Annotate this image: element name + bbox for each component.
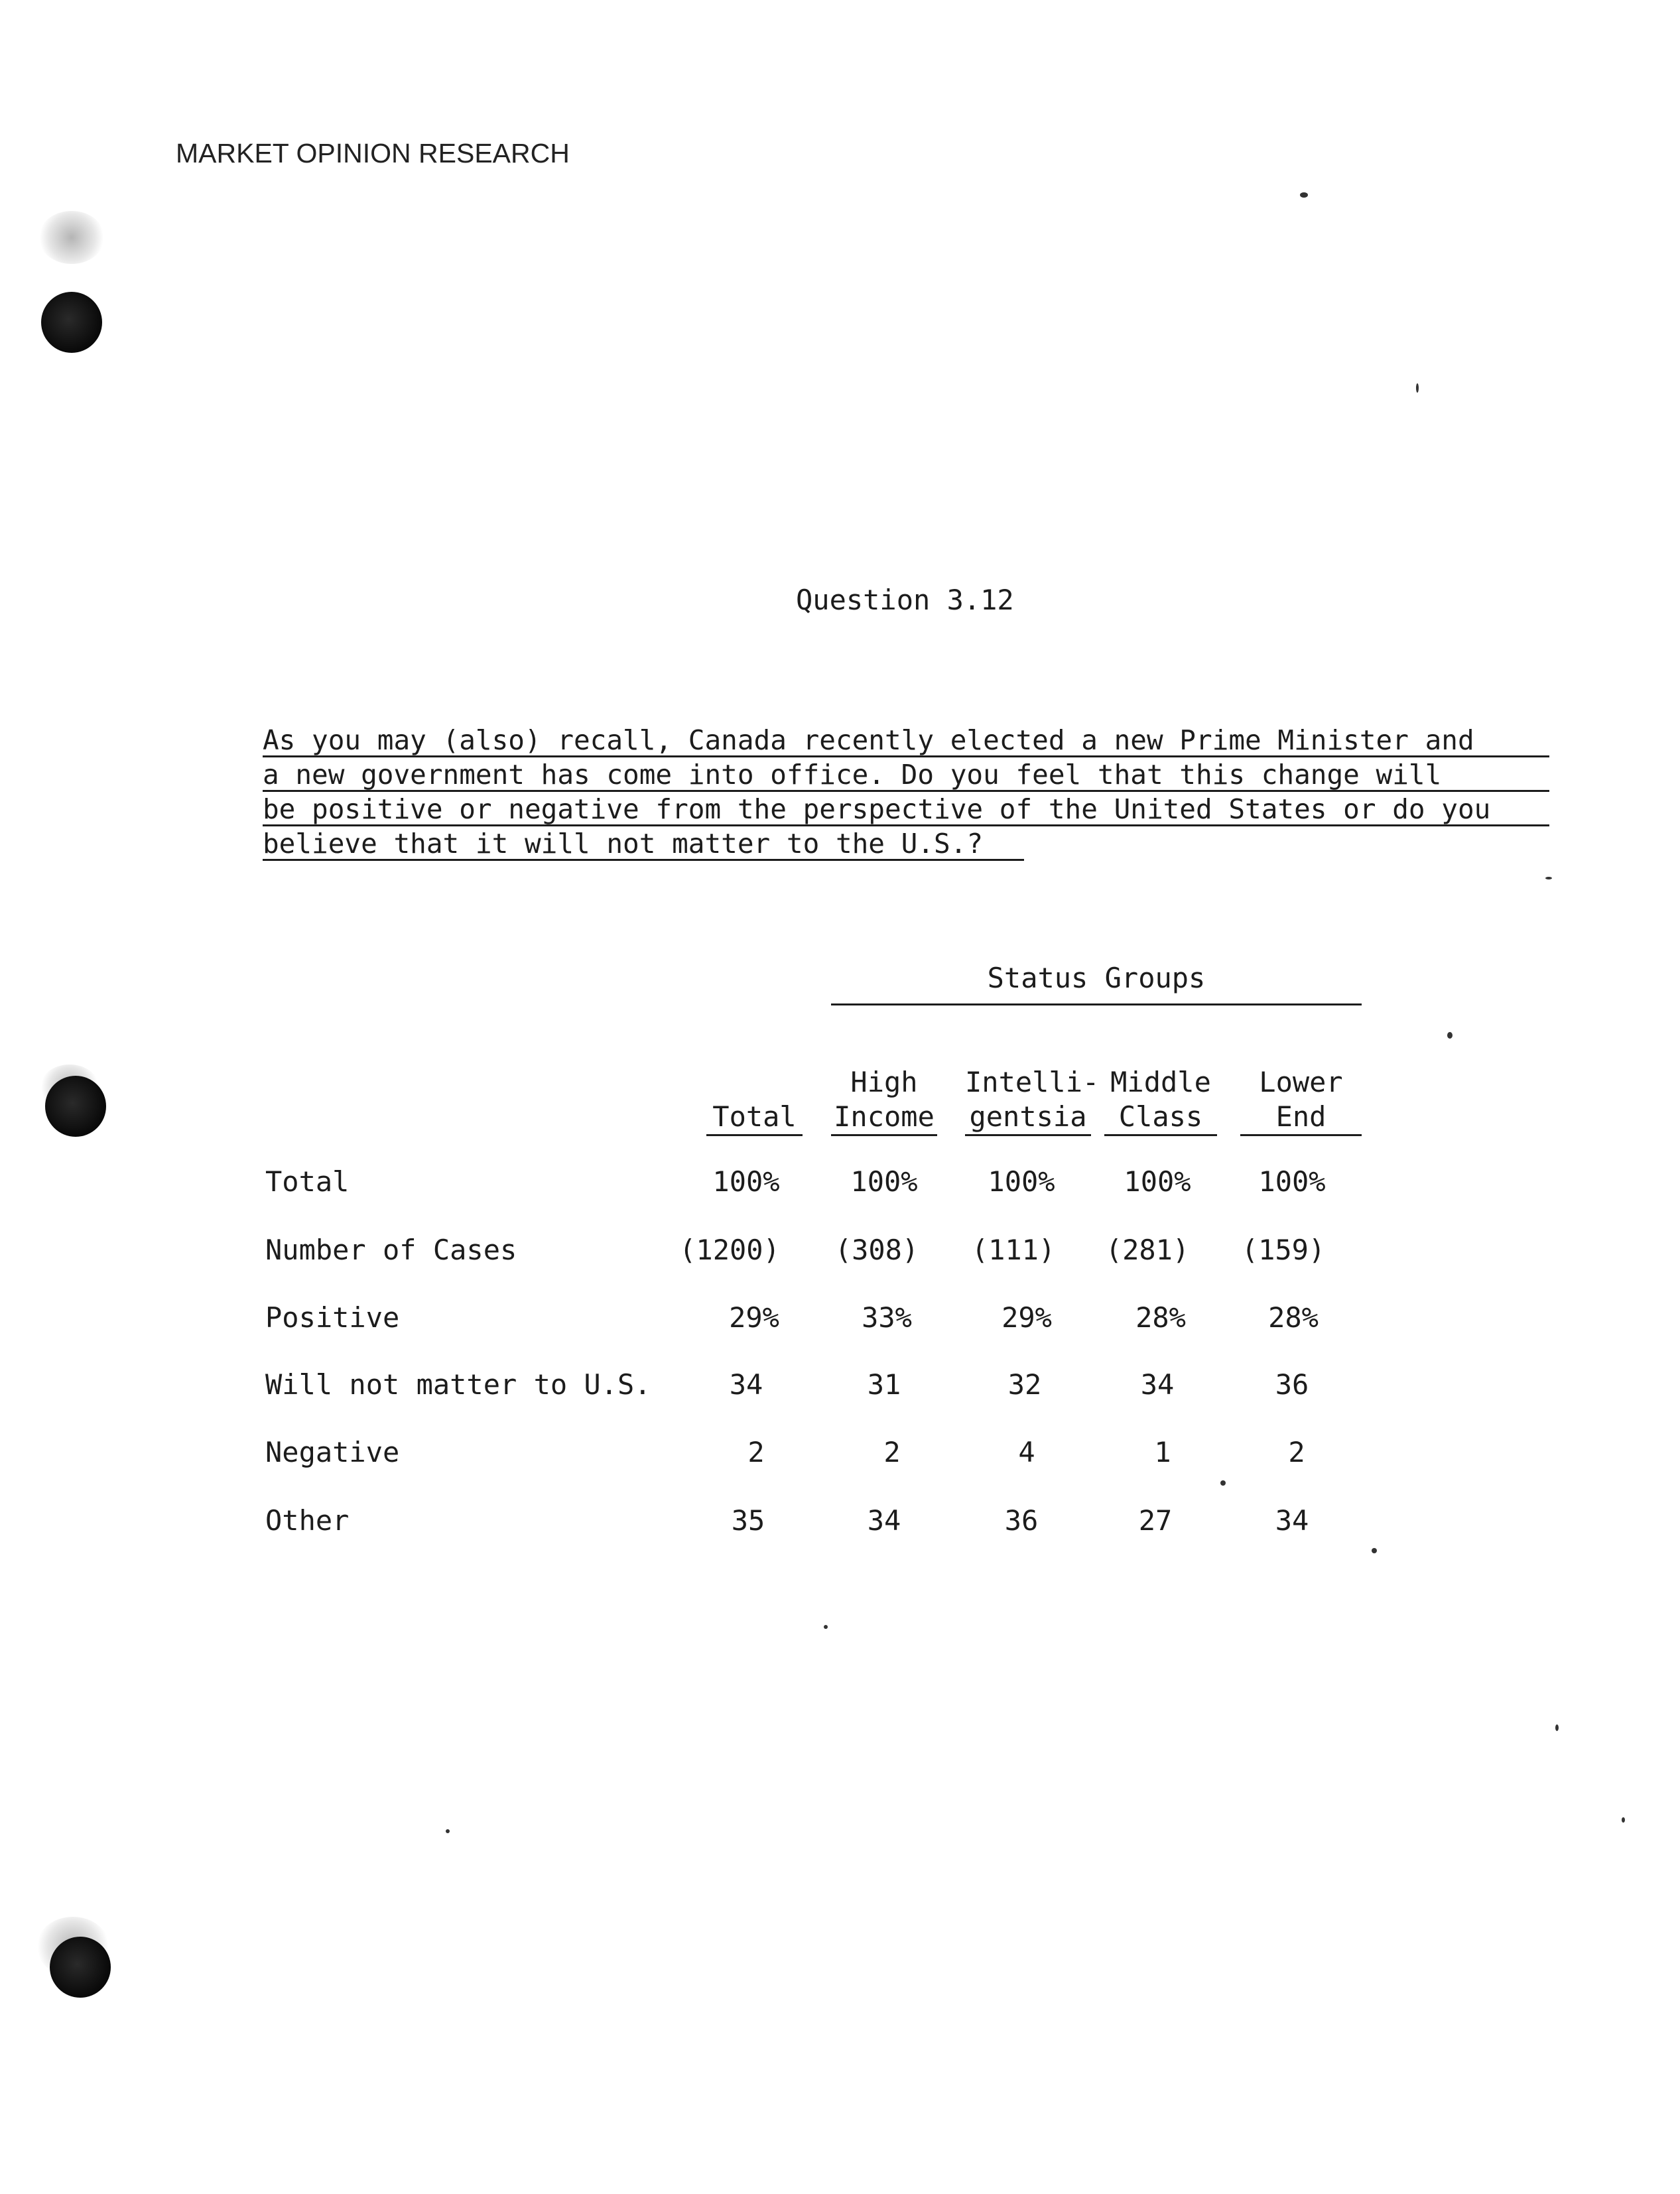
table-cell: 29% xyxy=(729,1301,779,1334)
scan-speck xyxy=(446,1829,450,1833)
question-line: be positive or negative from the perspective of the United States or do you xyxy=(263,792,1549,826)
table-cell: 35 xyxy=(731,1504,765,1537)
scan-speck xyxy=(1300,192,1308,198)
column-header-line1: High xyxy=(850,1066,918,1098)
table-cell: 31 xyxy=(867,1368,901,1401)
table-cell: 34 xyxy=(867,1504,901,1537)
table-cell: 36 xyxy=(1004,1504,1039,1537)
column-header-line2: Class xyxy=(1118,1100,1203,1133)
binder-hole-middle xyxy=(45,1076,106,1137)
table-cell: 100% xyxy=(850,1165,918,1198)
scan-speck xyxy=(1220,1480,1226,1486)
column-header-intelligentsia xyxy=(965,1061,1100,1136)
table-cell: (1200) xyxy=(679,1234,780,1266)
row-label: Total xyxy=(265,1165,350,1198)
table-cell: 29% xyxy=(1002,1301,1052,1334)
table-cell: 4 xyxy=(1018,1436,1035,1468)
brand-name: MARKET OPINION RESEARCH xyxy=(176,138,570,168)
column-header-line1: Middle xyxy=(1110,1066,1211,1098)
table-cell: 2 xyxy=(1288,1436,1305,1468)
column-header-lower-end xyxy=(1240,1061,1362,1136)
table-cell: 28% xyxy=(1268,1301,1319,1334)
column-header-high-income xyxy=(831,1061,937,1136)
table-cell: (308) xyxy=(834,1234,919,1266)
row-label: Will not matter to U.S. xyxy=(265,1368,651,1401)
binder-hole-bottom xyxy=(50,1937,111,1998)
table-cell: (281) xyxy=(1105,1234,1190,1266)
table-cell: 34 xyxy=(1140,1368,1175,1401)
row-label: Positive xyxy=(265,1301,400,1334)
column-header-line1: Intelli- xyxy=(965,1066,1100,1098)
column-header-line2: Income xyxy=(834,1100,935,1133)
status-groups-header: Status Groups xyxy=(831,962,1362,1005)
table-cell: 100% xyxy=(988,1165,1055,1198)
row-label: Negative xyxy=(265,1436,400,1468)
scan-smudge xyxy=(38,211,105,264)
table-cell: 100% xyxy=(1258,1165,1326,1198)
scan-speck xyxy=(1622,1817,1625,1823)
scan-speck xyxy=(1545,877,1552,879)
table-cell: 34 xyxy=(1275,1504,1309,1537)
table-cell: (159) xyxy=(1241,1234,1326,1266)
column-header-line1: Lower xyxy=(1259,1066,1343,1098)
question-line: As you may (also) recall, Canada recently elected a new Prime Minister and xyxy=(263,723,1549,757)
table-cell: 1 xyxy=(1154,1436,1171,1468)
table-cell: 33% xyxy=(862,1301,912,1334)
question-text xyxy=(263,723,1549,861)
column-header-line2: End xyxy=(1275,1100,1326,1133)
binder-hole-top xyxy=(41,292,102,353)
table-cell: 100% xyxy=(1124,1165,1191,1198)
table-cell: 32 xyxy=(1007,1368,1042,1401)
table-cell: 36 xyxy=(1275,1368,1309,1401)
table-cell: 2 xyxy=(883,1436,901,1468)
scan-speck xyxy=(1447,1032,1453,1039)
scan-speck xyxy=(1372,1548,1377,1553)
question-line: believe that it will not matter to the U.S.? xyxy=(263,826,1024,861)
row-label: Number of Cases xyxy=(265,1234,517,1266)
table-cell: 28% xyxy=(1135,1301,1186,1334)
question-line: a new government has come into office. Do you feel that this change will xyxy=(263,757,1549,792)
table-cell: 100% xyxy=(712,1165,780,1198)
table-cell: 27 xyxy=(1138,1504,1173,1537)
table-cell: (111) xyxy=(971,1234,1056,1266)
scan-speck xyxy=(1555,1724,1559,1731)
question-title: Question 3.12 xyxy=(796,584,1014,616)
column-header-total xyxy=(706,1061,803,1136)
table-cell: 34 xyxy=(729,1368,763,1401)
column-header-line2: gentsia xyxy=(969,1100,1087,1133)
table-cell: 2 xyxy=(747,1436,765,1468)
column-header-middle-class xyxy=(1104,1061,1217,1136)
scan-speck xyxy=(1416,383,1419,393)
scan-speck xyxy=(824,1625,828,1629)
column-header-line2: Total xyxy=(712,1100,797,1133)
row-label: Other xyxy=(265,1504,350,1537)
